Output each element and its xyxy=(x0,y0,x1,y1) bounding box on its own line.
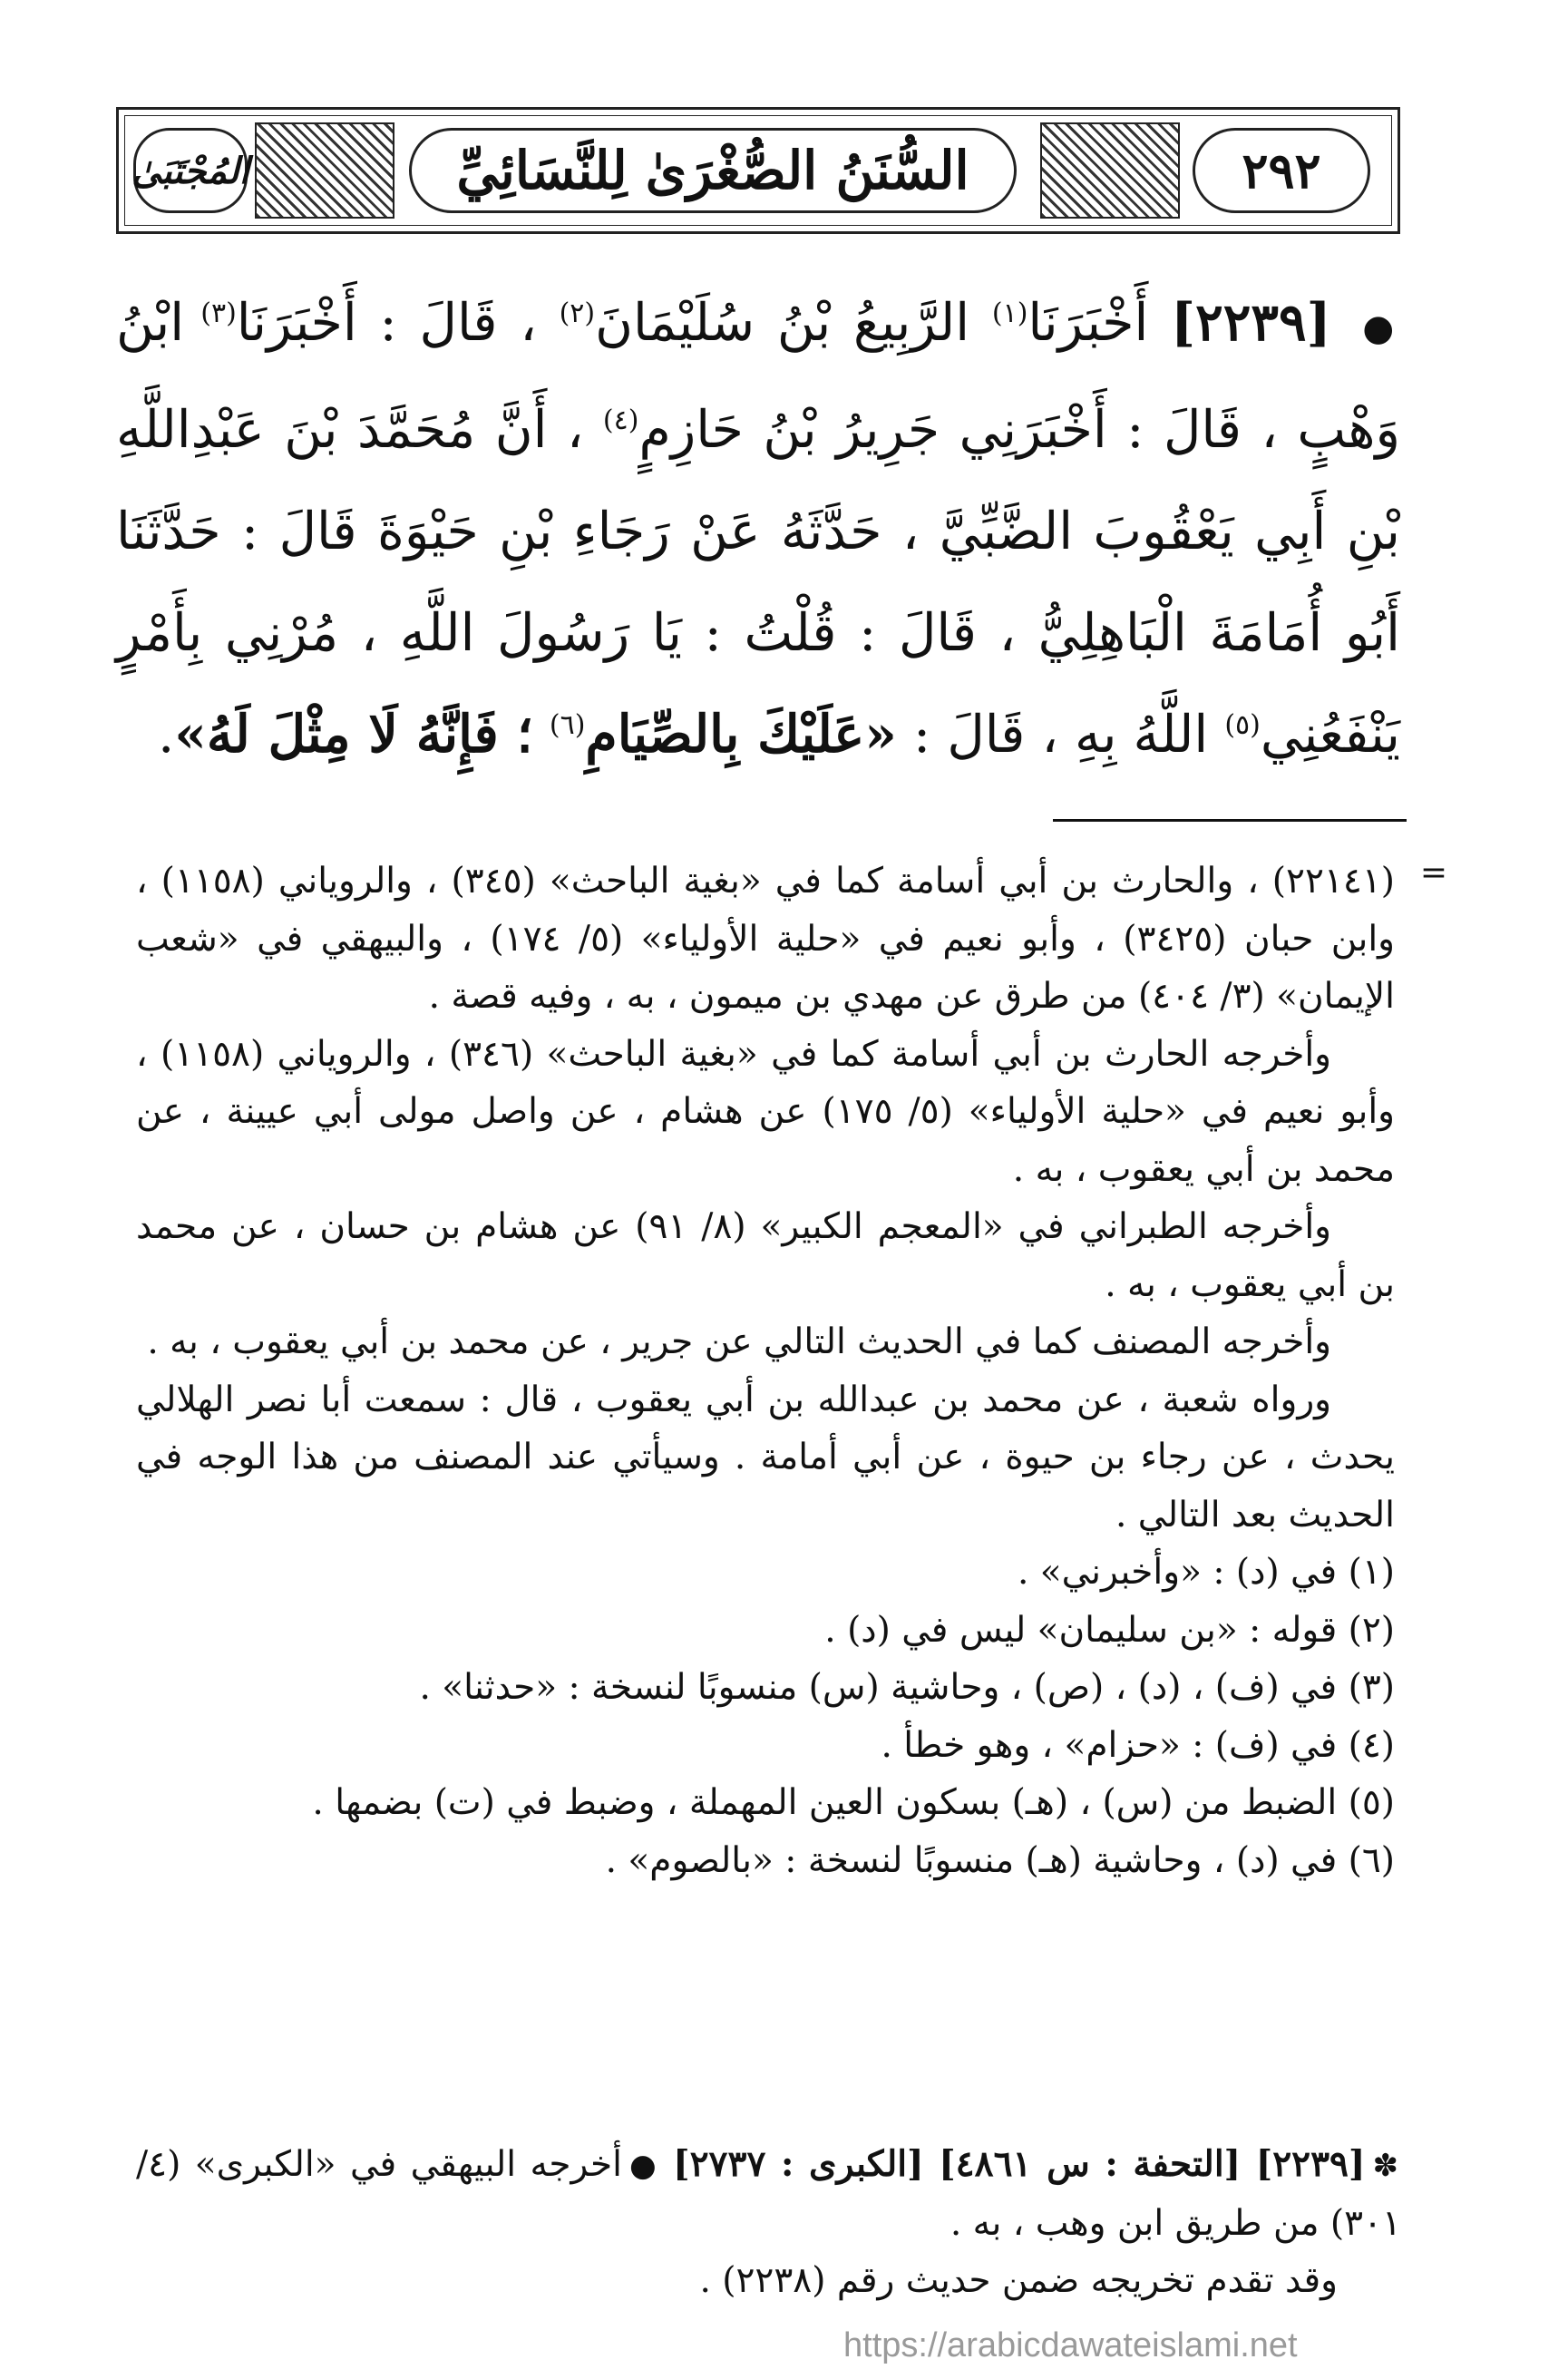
hadith-end: . xyxy=(158,705,175,765)
page-header xyxy=(116,107,1400,234)
header-ornament-right xyxy=(1040,122,1180,219)
page-number-cartouche xyxy=(1193,128,1370,213)
hadith-segment: ابْنُ وَهْبٍ ، قَالَ : أَخْبَرَنِي جَرِيرُ بْنُ حَازِمٍ xyxy=(116,293,1400,460)
hadith-segment: ، أَنَّ مُحَمَّدَ بْنَ عَبْدِاللَّهِ بْنِ أَبِي يَعْقُوبَ الضَّبِّيَّ ، حَدَّثَهُ عَنْ رَجَاءِ بْنِ حَيْوَةَ قَالَ : حَدَّثَنَا أَبُو أُمَامَةَ الْبَاهِلِيُّ ، قَالَ : قُلْتُ : يَا رَسُولَ اللَّهِ ، مُرْنِي بِأَمْرٍ يَنْفَعُنِي xyxy=(116,400,1400,765)
book-logo: المُجْتَبَىٰ xyxy=(131,149,249,192)
hadith-segment: ، قَالَ : أَخْبَرَنَا xyxy=(236,293,537,353)
takhrij-section xyxy=(136,2136,1401,2309)
note-paragraph: ورواه شعبة ، عن محمد بن عبدالله بن أبي يعقوب ، قال : سمعت أبا نصر الهلالي يحدث ، عن رجاء بن حيوة ، عن أبي أمامة . وسيأتي عند المصنف من هذا الوجه في الحديث بعد التالي . xyxy=(136,1379,1395,1535)
continuation-mark: = xyxy=(1419,854,1447,892)
bullet-icon: ● xyxy=(1362,307,1400,349)
note-paragraph: وأخرجه الحارث بن أبي أسامة كما في «بغية الباحث» (٣٤٦) ، والروياني (١١٥٨) ، وأبو نعيم في «حلية الأولياء» (٥/ ١٧٥) عن هشام ، عن واصل مولى أبي عيينة ، عن محمد بن أبي يعقوب ، به . xyxy=(136,1033,1395,1190)
takhrij-text: أخرجه البيهقي في «الكبرى» (٤/ ٣٠١) من طريق ابن وهب ، به . xyxy=(136,2144,1401,2244)
footnote-ref: (٣) xyxy=(200,297,237,329)
footnote-1: (١) في (د) : «وأخبرني» . xyxy=(1017,1552,1395,1593)
note-paragraph: وأخرجه الطبراني في «المعجم الكبير» (٨/ ٩١) عن هشام بن حسان ، عن محمد بن أبي يعقوب ، به . xyxy=(136,1206,1395,1305)
title-cartouche xyxy=(409,128,1017,213)
footnote-ref: (٥) xyxy=(1224,709,1261,741)
logo-cartouche xyxy=(133,128,248,213)
footnote-6: (٦) في (د) ، وحاشية (هـ) منسوبًا لنسخة : «بالصوم» . xyxy=(605,1839,1395,1881)
takhrij-note: وقد تقدم تخريجه ضمن حديث رقم (٢٢٣٨) . xyxy=(699,2260,1338,2301)
footnote-5: (٥) الضبط من (س) ، (هـ) بسكون العين المهملة ، وضبط في (ت) بضمها . xyxy=(312,1782,1395,1823)
hadith-segment: أَخْبَرَنَا xyxy=(1027,293,1149,353)
takhrij-line xyxy=(136,2136,1401,2252)
footnote-3: (٣) في (ف) ، (د) ، (ص) ، وحاشية (س) منسوبًا لنسخة : «حدثنا» . xyxy=(419,1667,1395,1708)
hadith-segment: اللَّهُ بِهِ ، قَالَ : xyxy=(913,705,1209,765)
hadith-segment: الرَّبِيعُ بْنُ سُلَيْمَانَ xyxy=(595,293,970,353)
takhrij-head: [٢٢٣٩] [التحفة : س ٤٨٦١] [الكبرى : ٢٧٣٧] xyxy=(673,2143,1366,2185)
footnotes-section xyxy=(136,853,1395,1889)
continued-note: (٢٢١٤١) ، والحارث بن أبي أسامة كما في «بغية الباحث» (٣٤٥) ، والروياني (١١٥٨) ، وابن حبان (٣٤٢٥) ، وأبو نعيم في «حلية الأولياء» (٥/ ١٧٤) ، والبيهقي في «شعب الإيمان» (٣/ ٤٠٤) من طرق عن مهدي بن ميمون ، به ، وفيه قصة . xyxy=(136,861,1395,1017)
footnote-divider xyxy=(1053,819,1407,822)
footnote-2: (٢) قوله : «بن سليمان» ليس في (د) . xyxy=(824,1609,1395,1651)
footnote-ref: (٦) xyxy=(549,709,586,741)
footnote-ref: (١) xyxy=(991,297,1028,329)
prophetic-saying: ؛ فَإِنَّهُ لَا مِثْلَ لَهُ» xyxy=(174,704,533,765)
footnote-4: (٤) في (ف) : «حزام» ، وهو خطأ . xyxy=(881,1724,1395,1766)
note-paragraph: وأخرجه المصنف كما في الحديث التالي عن جرير ، عن محمد بن أبي يعقوب ، به . xyxy=(147,1321,1331,1362)
page-number: ٢٩٢ xyxy=(1242,141,1321,200)
asterisk-icon: ✽ xyxy=(1372,2148,1398,2184)
book-title: السُّنَنُ الصُّغْرَىٰ لِلنَّسَائِيِّ xyxy=(456,140,969,201)
footnote-ref: (٢) xyxy=(559,297,596,329)
watermark-url: https://arabicdawateislami.net xyxy=(843,2326,1298,2364)
header-ornament-left xyxy=(255,122,394,219)
hadith-number: [٢٢٣٩] xyxy=(1171,292,1331,353)
bullet-icon: ● xyxy=(628,2148,659,2184)
footnote-ref: (٤) xyxy=(602,405,639,436)
prophetic-saying: «عَلَيْكَ بِالصِّيَامِ xyxy=(585,704,897,765)
hadith-text xyxy=(116,272,1400,785)
